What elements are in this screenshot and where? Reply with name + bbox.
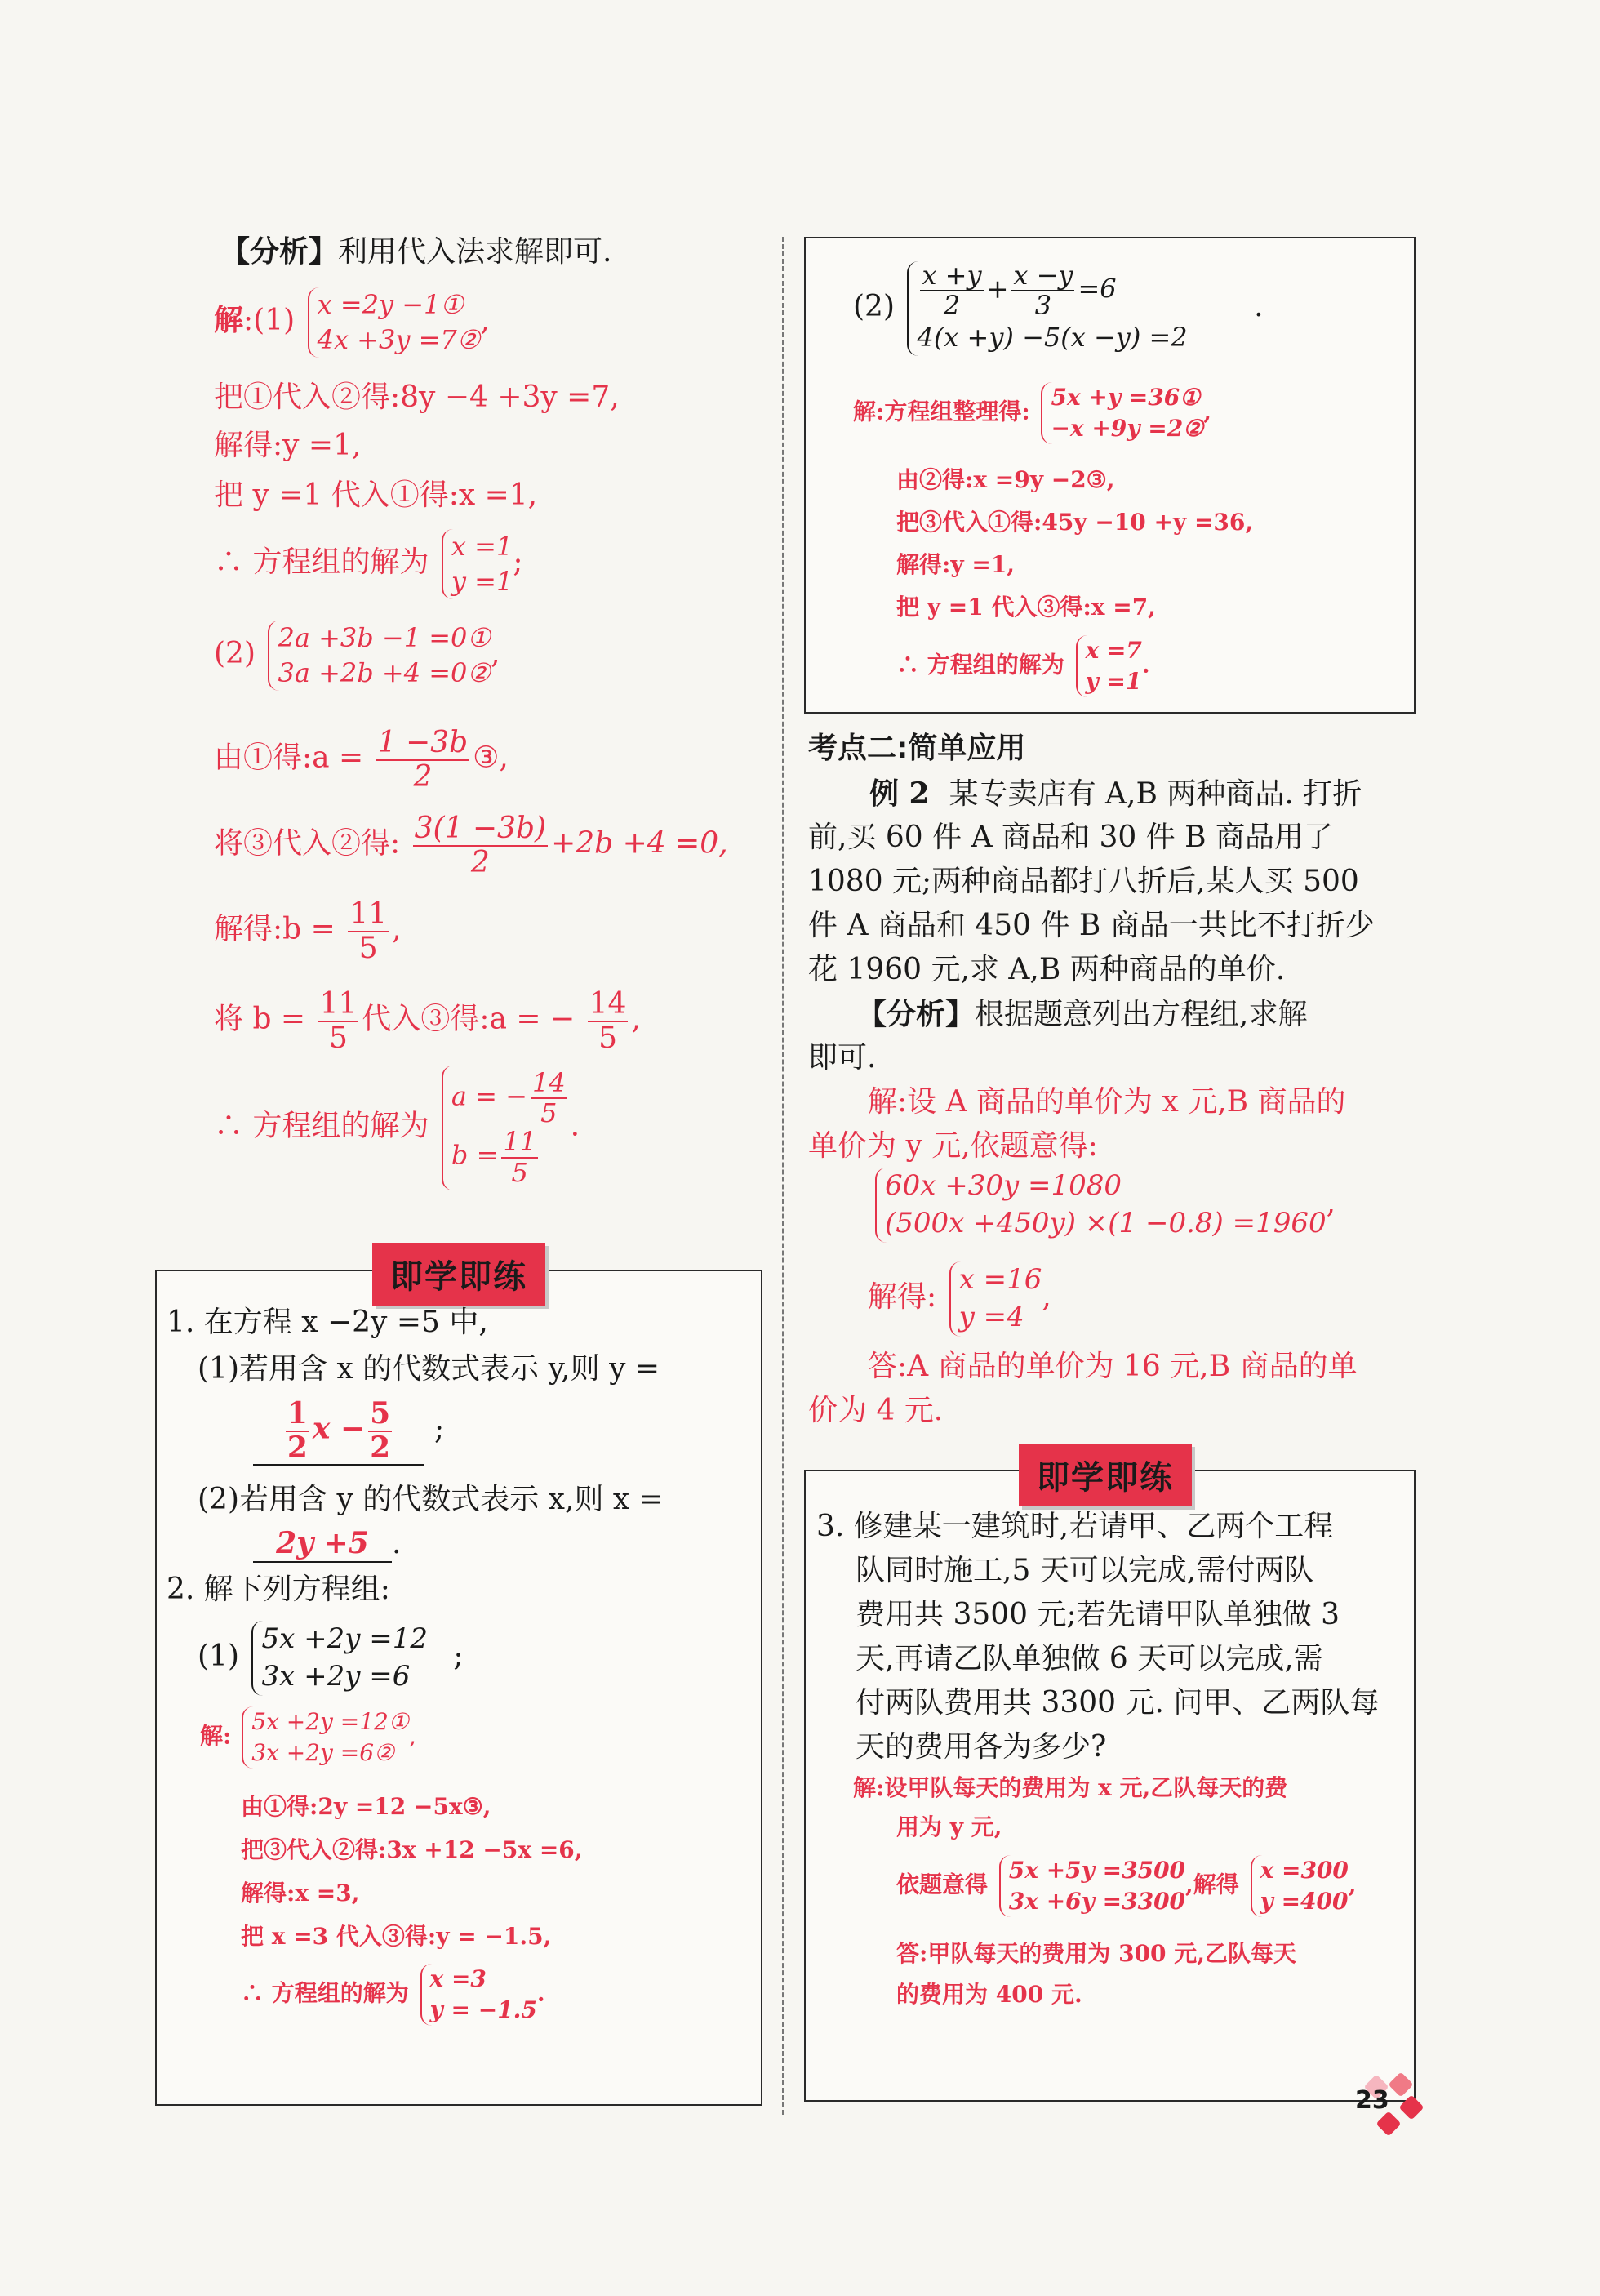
question-2: 2. 解下列方程组: (167, 1573, 390, 1606)
step-r-4: 把 y =1 代入③得:x =7, (896, 594, 1156, 621)
column-divider (782, 237, 784, 2115)
system-brace-q2: 5x +2y =12 3x +2y =6 (251, 1621, 428, 1696)
result-brace-r: x =7 y =1 (1076, 635, 1142, 697)
q3-sol-l1: 解:设甲队每天的费用为 x 元,乙队每天的费 (853, 1774, 1288, 1801)
result-brace-2: a = − $\frac{14}{5}$ b = $\frac{11}{5}$ (442, 1066, 571, 1190)
system-brace-2: 2a +3b −1 =0① 3a +2b +4 =0② (268, 621, 491, 691)
q3-system: 依题意得 5x +5y =3500 3x +6y =3300 ,解得 x =300 y =400 , (896, 1855, 1357, 1917)
answer-1a: $\frac{1}{2}$ x − $\frac{5}{2}$ ; (253, 1398, 444, 1466)
solution-1: 解:(1) x =2y −1① 4x +3y =7② , (214, 287, 490, 358)
answer-ex2-l2: 价为 4 元. (808, 1394, 944, 1427)
step-q2-2: 把③代入②得:3x +12 −5x =6, (241, 1836, 583, 1863)
q3-answer-l2: 的费用为 400 元. (896, 1981, 1082, 2008)
q3-l2: 队同时施工,5 天可以完成,需付两队 (856, 1554, 1314, 1587)
step-7: 将 b = $\frac{11}{5}$ 代入③得:a = − $\frac{14}{5}$ , (214, 987, 641, 1055)
q3-l6: 天的费用各为多少? (856, 1730, 1107, 1764)
example-2-l1: 例 2 某专卖店有 A,B 两种商品. 打折 (869, 776, 1362, 811)
step-q2-3: 解得:x =3, (241, 1880, 360, 1907)
page-number: 23 (1355, 2086, 1389, 2115)
solution-2: (2) 2a +3b −1 =0① 3a +2b +4 =0② , (214, 621, 500, 691)
q3-answer-l1: 答:甲队每天的费用为 300 元,乙队每天 (896, 1940, 1297, 1967)
example-2-l3: 1080 元;两种商品都打八折后,某人买 500 (808, 865, 1359, 898)
system-brace-rs: 5x +y =36① −x +9y =2② (1041, 382, 1203, 444)
question-2a: (1) 5x +2y =12 3x +2y =6 ; (198, 1621, 464, 1696)
analysis-2-l2: 即可. (808, 1041, 877, 1075)
result-r: ∴ 方程组的解为 x =7 y =1 . (896, 635, 1150, 697)
solution-r: 解:方程组整理得: 5x +y =36① −x +9y =2② , (853, 382, 1211, 444)
result-q2: ∴ 方程组的解为 x =3 y = −1.5 . (241, 1964, 545, 2026)
system-brace: x =2y −1① 4x +3y =7② (308, 287, 481, 358)
step-q2-1: 由①得:2y =12 −5x③, (241, 1793, 491, 1820)
result-brace-ex2: x =16 y =4 (949, 1261, 1042, 1337)
problem-2: (2) $\frac{x +y}{2}$ + $\frac{x -y}{3}$ =6 4(x +y) −5(x −y) =2 . (853, 261, 1264, 356)
result-1: ∴ 方程组的解为 x =1 y =1 ; (214, 529, 522, 599)
practice-tag-2: 即学即练 (1019, 1444, 1192, 1506)
example-2-l5: 花 1960 元,求 A,B 两种商品的单价. (808, 953, 1286, 986)
result-brace-q2: x =3 y = −1.5 (420, 1964, 537, 2026)
step-3: 把 y =1 代入①得:x =1, (214, 478, 538, 512)
system-ex2: 60x +30y =1080 (500x +450y) ×(1 −0.8) =1960 , (872, 1168, 1336, 1243)
result-2: ∴ 方程组的解为 a = − $\frac{14}{5}$ b = $\frac{11}{5}$ . (214, 1066, 580, 1190)
answer-ex2-l1: 答:A 商品的单价为 16 元,B 商品的单 (868, 1350, 1358, 1383)
system-brace-s2: 5x +2y =12① 3x +2y =6② (242, 1706, 409, 1769)
q3-sol-l2: 用为 y 元, (896, 1813, 1002, 1840)
result-brace-q3: x =300 y =400 (1251, 1855, 1349, 1917)
section-heading: 考点二:简单应用 (808, 732, 1026, 765)
q3-l5: 付两队费用共 3300 元. 问甲、乙两队每 (856, 1686, 1380, 1720)
q3-l1: 3. 修建某一建筑时,若请甲、乙两个工程 (816, 1510, 1334, 1543)
result-brace: x =1 y =1 (442, 529, 513, 599)
solution-ex2-l2: 单价为 y 元,依题意得: (808, 1129, 1098, 1163)
step-r-3: 解得:y =1, (896, 551, 1016, 578)
analysis-line: 【分析】利用代入法求解即可. (220, 234, 612, 269)
q3-l4: 天,再请乙队单独做 6 天可以完成,需 (856, 1642, 1323, 1675)
step-4: 由①得:a = $\frac{1 -3b}{2}$ ③, (214, 726, 509, 794)
practice-tag-1: 即学即练 (372, 1243, 545, 1306)
step-r-2: 把③代入①得:45y −10 +y =36, (896, 509, 1254, 536)
example-2-l4: 件 A 商品和 450 件 B 商品一共比不打折少 (808, 909, 1375, 942)
step-1: 把①代入②得:8y −4 +3y =7, (214, 380, 620, 414)
solution-q2a: 解: 5x +2y =12① 3x +2y =6② , (200, 1706, 416, 1769)
example-2-l2: 前,买 60 件 A 商品和 30 件 B 商品用了 (808, 821, 1334, 854)
result-ex2: 解得: x =16 y =4 , (868, 1261, 1051, 1337)
step-5: 将③代入②得: $\frac{3(1 -3b)}{2}$ +2b +4 =0, (214, 812, 728, 879)
system-brace-ex2: 60x +30y =1080 (500x +450y) ×(1 −0.8) =1960 (875, 1168, 1327, 1243)
system-brace-r: $\frac{x +y}{2}$ + $\frac{x -y}{3}$ =6 4(x +y) −5(x −y) =2 (907, 261, 1187, 356)
step-2: 解得:y =1, (214, 429, 362, 462)
question-1: 1. 在方程 x −2y =5 中, (167, 1306, 488, 1339)
decor-hex-4 (1376, 2111, 1401, 2136)
step-r-1: 由②得:x =9y −2③, (896, 466, 1115, 493)
answer-1b: 2y +5 . (253, 1525, 401, 1563)
step-q2-4: 把 x =3 代入③得:y = −1.5, (241, 1923, 552, 1950)
analysis-2: 【分析】根据题意列出方程组,求解 (857, 997, 1308, 1031)
question-1b: (2)若用含 y 的代数式表示 x,则 x = (198, 1483, 664, 1516)
solution-ex2-l1: 解:设 A 商品的单价为 x 元,B 商品的 (868, 1085, 1346, 1119)
question-1a: (1)若用含 x 的代数式表示 y,则 y = (198, 1352, 660, 1386)
step-6: 解得:b = $\frac{11}{5}$ , (214, 897, 402, 965)
system-brace-q3: 5x +5y =3500 3x +6y =3300 (999, 1855, 1185, 1917)
q3-l3: 费用共 3500 元;若先请甲队单独做 3 (856, 1598, 1340, 1631)
